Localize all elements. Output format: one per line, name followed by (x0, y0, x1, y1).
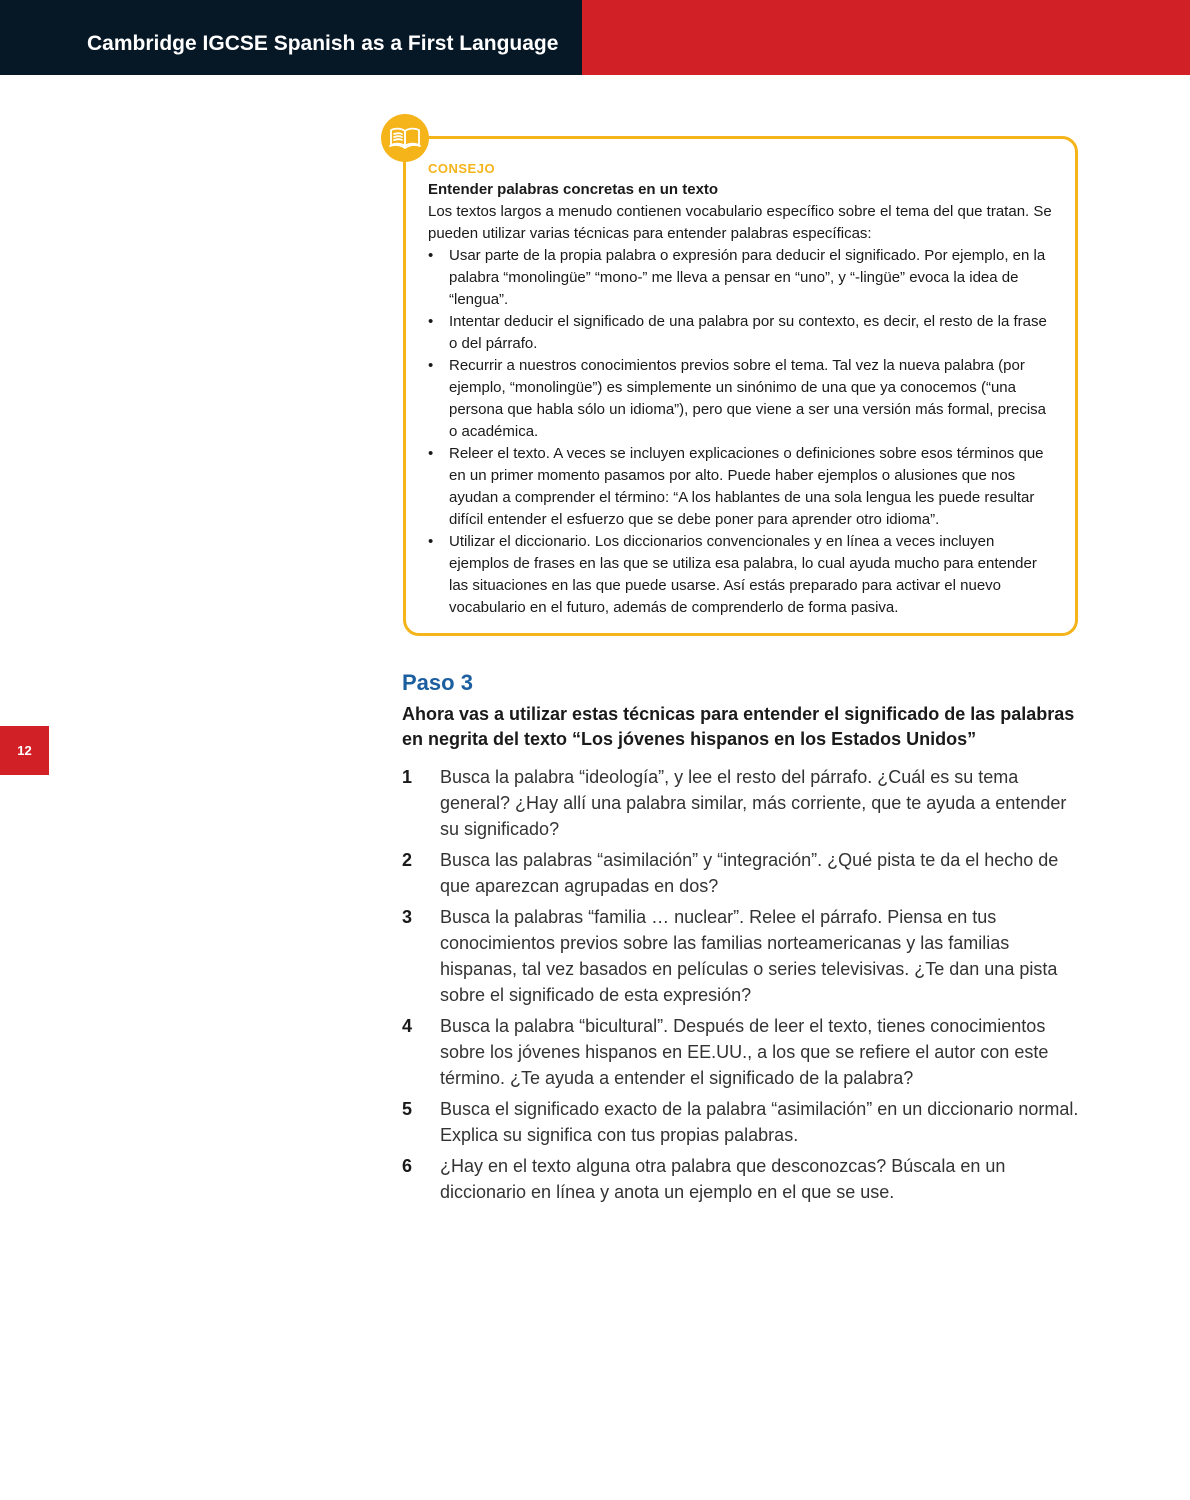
tip-intro: Los textos largos a menudo contienen vocabulario específico sobre el tema del que tratan. Se pueden utilizar varias técnicas para entender palabras específicas: (428, 203, 1052, 242)
question-item (402, 1096, 1082, 1148)
book-title: Cambridge IGCSE Spanish as a First Language (87, 32, 559, 55)
question-text: Busca la palabras “familia … nuclear”. Relee el párrafo. Piensa en tus conocimientos previos sobre las familias norteamericanas y las familias hispanas, tal vez basados en películas o series televisivas. ¿Te dan una pista sobre el significado de esta expresión? (440, 907, 1058, 1005)
section-title: Paso 3 (402, 670, 473, 695)
question-item (402, 1153, 1082, 1205)
tip-list-item: • Intentar deducir el significado de una palabra por su contexto, es decir, el resto de la frase o del párrafo. (428, 311, 1058, 355)
open-book-icon (381, 114, 429, 162)
header-accent-bar (582, 0, 1190, 75)
tip-heading: Entender palabras concretas en un texto (428, 181, 719, 198)
question-number: 6 (402, 1156, 413, 1176)
tip-content (428, 158, 1058, 619)
question-text: Busca la palabra “ideología”, y lee el resto del párrafo. ¿Cuál es su tema general? ¿Hay allí una palabra similar, más corriente, que te ayuda a entender su significado? (440, 767, 1067, 839)
tip-list-item: • Utilizar el diccionario. Los diccionarios convencionales y en línea a veces incluyen ejemplos de frases en las que se utiliza esa palabra, lo cual ayuda mucho para entender las situaciones en las que puede usarse. Así estás preparado para activar el nuevo vocabulario en el futuro, además de comprenderlo de forma pasiva. (428, 531, 1058, 619)
tip-list-item: • Recurrir a nuestros conocimientos previos sobre el tema. Tal vez la nueva palabra (por ejemplo, “monolingüe”) es simplemente un sinónimo de una que ya conocemos (“una persona que habla sólo un idioma”), pero que viene a ser una versión más formal, precisa o académica. (428, 355, 1058, 443)
header-bar (0, 0, 582, 75)
question-text: Busca el significado exacto de la palabra “asimilación” en un diccionario normal. Explica su significa con tus propias palabras. (440, 1099, 1079, 1145)
question-number: 4 (402, 1016, 413, 1036)
question-number: 3 (402, 907, 413, 927)
question-item (402, 764, 1082, 842)
section-instruction: Ahora vas a utilizar estas técnicas para entender el significado de las palabras en negrita del texto “Los jóvenes hispanos en los Estados Unidos” (402, 704, 1075, 749)
page-number: 12 (0, 726, 49, 775)
question-item (402, 1013, 1082, 1091)
question-number: 5 (402, 1099, 413, 1119)
question-item (402, 904, 1082, 1008)
question-text: ¿Hay en el texto alguna otra palabra que desconozcas? Búscala en un diccionario en línea y anota un ejemplo en el que se use. (440, 1156, 1006, 1202)
tip-list-item: • Releer el texto. A veces se incluyen explicaciones o definiciones sobre esos términos que en un primer momento pasamos por alto. Puede haber ejemplos o alusiones que nos ayudan a comprender el término: “A los hablantes de una sola lengua les puede resultar difícil entender el esfuerzo que se debe poner para aprender otro idioma”. (428, 443, 1058, 531)
question-number: 1 (402, 767, 413, 787)
question-list (402, 764, 1082, 1210)
question-text: Busca la palabra “bicultural”. Después de leer el texto, tienes conocimientos sobre los jóvenes hispanos en EE.UU., a los que se refiere el autor con este término. ¿Te ayuda a entender el significado de la palabra? (440, 1016, 1049, 1088)
tip-list (428, 245, 1058, 619)
tip-list-item: • Usar parte de la propia palabra o expresión para deducir el significado. Por ejemplo, en la palabra “monolingüe” “mono-” me lleva a pensar en “uno”, y “-lingüe” evoca la idea de “lengua”. (428, 245, 1058, 311)
tip-label: CONSEJO (428, 161, 496, 176)
question-item (402, 847, 1082, 899)
question-number: 2 (402, 850, 413, 870)
question-text: Busca las palabras “asimilación” y “integración”. ¿Qué pista te da el hecho de que aparezcan agrupadas en dos? (440, 850, 1059, 896)
